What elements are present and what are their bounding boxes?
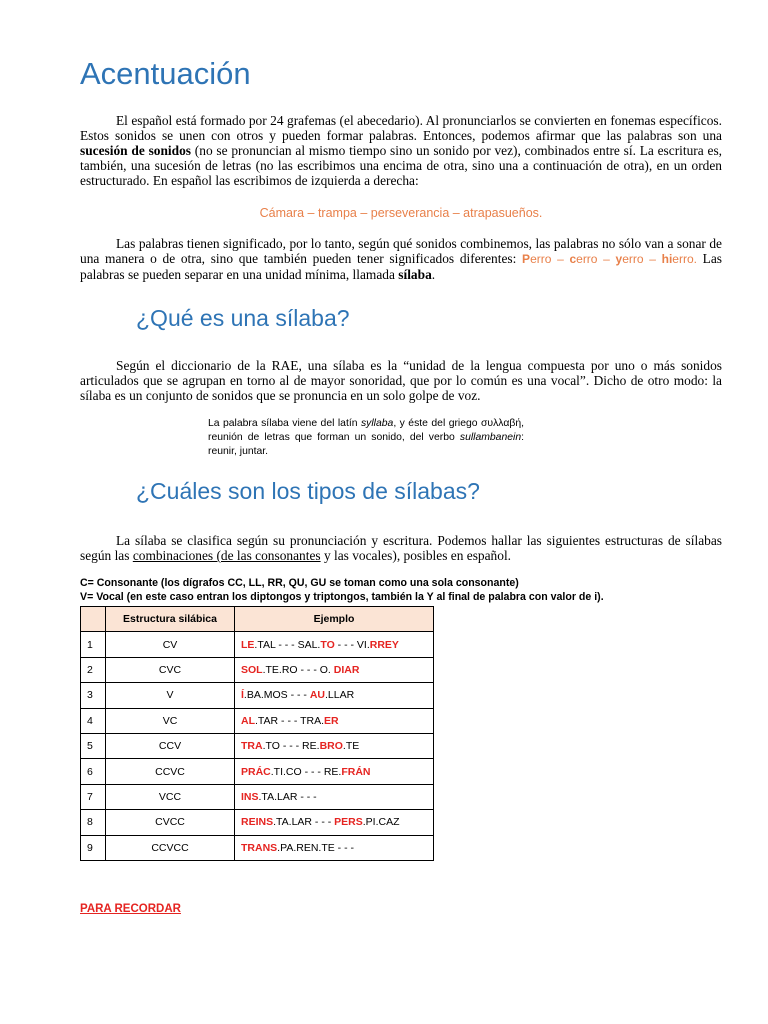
syllable-text: .TA.LAR - - - [258,790,317,803]
syllable-text: .TE [342,740,360,753]
row-estructura: CCVC [106,759,235,784]
table-row [81,657,434,682]
note-italic: sullambanein [459,432,522,443]
syllable-text: .TE.RO - - - O. [262,663,334,676]
highlighted-syllable: SOL [241,663,263,676]
highlighted-syllable: TRA [241,740,263,753]
row-number: 3 [81,683,106,708]
syllable-text: .TAL - - - SAL. [254,638,321,651]
s2-underline: combinaciones (de las consonantes [132,548,321,563]
highlighted-syllable: ER [324,714,339,727]
syllable-text: .PI.CAZ [362,816,400,829]
row-estructura: V [106,683,235,708]
table-row [81,810,434,835]
etymology-note [208,417,524,459]
highlighted-syllable: PERS [334,816,363,829]
header-num [81,607,106,632]
row-number: 9 [81,835,106,860]
row-number: 6 [81,759,106,784]
row-ejemplo [235,657,434,682]
table-row [81,733,434,758]
page-title: Acentuación [80,56,251,91]
highlighted-syllable: TRANS [241,841,278,854]
word-rest: erro. [672,252,697,266]
highlighted-syllable: FRÁN [341,765,371,778]
table-row [81,683,434,708]
syllable-text: .PA.REN.TE - - - [277,841,354,854]
row-number: 1 [81,632,106,657]
highlighted-syllable: TO [320,638,335,651]
word-bold: P [522,252,531,266]
header-ejemplo: Ejemplo [235,607,434,632]
row-ejemplo [235,784,434,809]
table-row [81,759,434,784]
row-ejemplo [235,759,434,784]
section2-paragraph [80,533,722,563]
highlighted-syllable: Í [241,689,244,702]
highlighted-syllable: LE [241,638,255,651]
header-estructura: Estructura silábica [106,607,235,632]
highlighted-syllable: RREY [369,638,399,651]
row-estructura: CVC [106,657,235,682]
highlighted-syllable: INS [241,790,259,803]
table-body [81,632,434,861]
word-bold: hi [661,252,673,266]
table-row [81,835,434,860]
row-estructura: VCC [106,784,235,809]
meaning-paragraph [80,236,722,282]
word-sep: – [551,252,570,266]
meaning-text-2: Las palabras se pueden separar en una unidad mínima, llamada [80,251,723,282]
row-ejemplo [235,835,434,860]
word-bold: c [569,252,577,266]
note-italic: syllaba [360,418,394,429]
word-rest: erro [576,252,598,266]
row-ejemplo [235,733,434,758]
word-sep: – [597,252,616,266]
syllable-table [80,606,434,861]
row-number: 7 [81,784,106,809]
row-estructura: CV [106,632,235,657]
meaning-text-1: Las palabras tienen significado, por lo tanto, según qué sonidos combinemos, las palabras no sólo van a sonar de una manera o de otra, sino que también pueden tener significados diferentes: [80,236,722,266]
syllable-text: .BA.MOS - - - [243,689,310,702]
row-estructura: CCV [106,733,235,758]
table-header-row [81,607,434,632]
section1-heading: ¿Qué es una sílaba? [136,305,350,331]
meaning-end: . [431,267,436,282]
highlighted-syllable: BRO [319,740,343,753]
word-rest: erro [530,252,552,266]
meaning-words [522,252,697,266]
row-number: 8 [81,810,106,835]
section2-heading: ¿Cuáles son los tipos de sílabas? [136,478,480,504]
highlighted-syllable: AU [309,689,326,702]
legend-vowel: V= Vocal (en este caso entran los diptongos y triptongos, también la Y al final de palabra con valor de i). [80,591,604,603]
row-number: 5 [81,733,106,758]
highlighted-syllable: DIAR [333,663,360,676]
highlighted-syllable: AL [241,714,255,727]
row-estructura: CVCC [106,810,235,835]
intro-text-1: El español está formado por 24 grafemas (el abecedario). Al pronunciarlos se convierten en fonemas específicos. Estos sonidos se unen con otros y pueden formar palabras. Entonces, podemos afirmar que las palabras son una [80,113,722,143]
row-estructura: VC [106,708,235,733]
highlighted-syllable: REINS [241,816,274,829]
syllable-text: - - - VI. [334,638,370,651]
word-sep: – [643,252,662,266]
intro-bold: sucesión de sonidos [80,143,192,158]
s2-text-1: La sílaba se clasifica según su pronunciación y escritura. Podemos hallar las siguientes estructuras de sílabas según las [80,533,722,563]
row-ejemplo [235,810,434,835]
s2-text-2: y las vocales), posibles en español. [320,548,512,563]
legend-consonant: C= Consonante (los dígrafos CC, LL, RR, QU, GU se toman como una sola consonante) [80,577,519,589]
note-text: : reunir, juntar. [208,432,524,457]
meaning-bold: sílaba [398,267,432,282]
table-row [81,708,434,733]
intro-paragraph [80,113,722,188]
syllable-text: .TA.LAR - - - [273,816,335,829]
syllable-text: .TO - - - RE. [262,740,320,753]
row-number: 2 [81,657,106,682]
example-words: Cámara – trampa – perseverancia – atrapasueños. [259,206,543,220]
table-row [81,784,434,809]
syllable-text: .TI.CO - - - RE. [270,765,342,778]
table-row [81,632,434,657]
syllable-text: .LLAR [325,689,355,702]
row-ejemplo [235,708,434,733]
syllable-text: .TAR - - - TRA. [255,714,325,727]
highlighted-syllable: PRÁC [241,765,271,778]
row-ejemplo [235,632,434,657]
row-estructura: CCVCC [106,835,235,860]
note-text: La palabra sílaba viene del latín [208,418,361,429]
intro-text-2: (no se pronuncian al mismo tiempo sino un sonido por vez), combinados entre sí. La escritura es, también, una sucesión de letras (no las escribimos una encima de otra, sino una a continuación de otra), en un orden estructurado. En español las escribimos de izquierda a derecha: [80,143,722,188]
para-recordar-heading: PARA RECORDAR [80,903,181,915]
note-text: , y éste del griego συλλαβή, reunión de letras que forman un sonido, del verbo [208,418,524,443]
section1-paragraph: Según el diccionario de la RAE, una sílaba es la “unidad de la lengua compuesta por uno o más sonidos articulados que se agrupan en torno al de mayor sonoridad, que por lo común es una vocal”. Dicho de otro modo: la sílaba es un conjunto de sonidos que se pronuncia en un solo golpe de voz. [80,358,722,403]
row-number: 4 [81,708,106,733]
word-rest: erro [622,252,644,266]
word-bold: y [615,252,623,266]
row-ejemplo [235,683,434,708]
